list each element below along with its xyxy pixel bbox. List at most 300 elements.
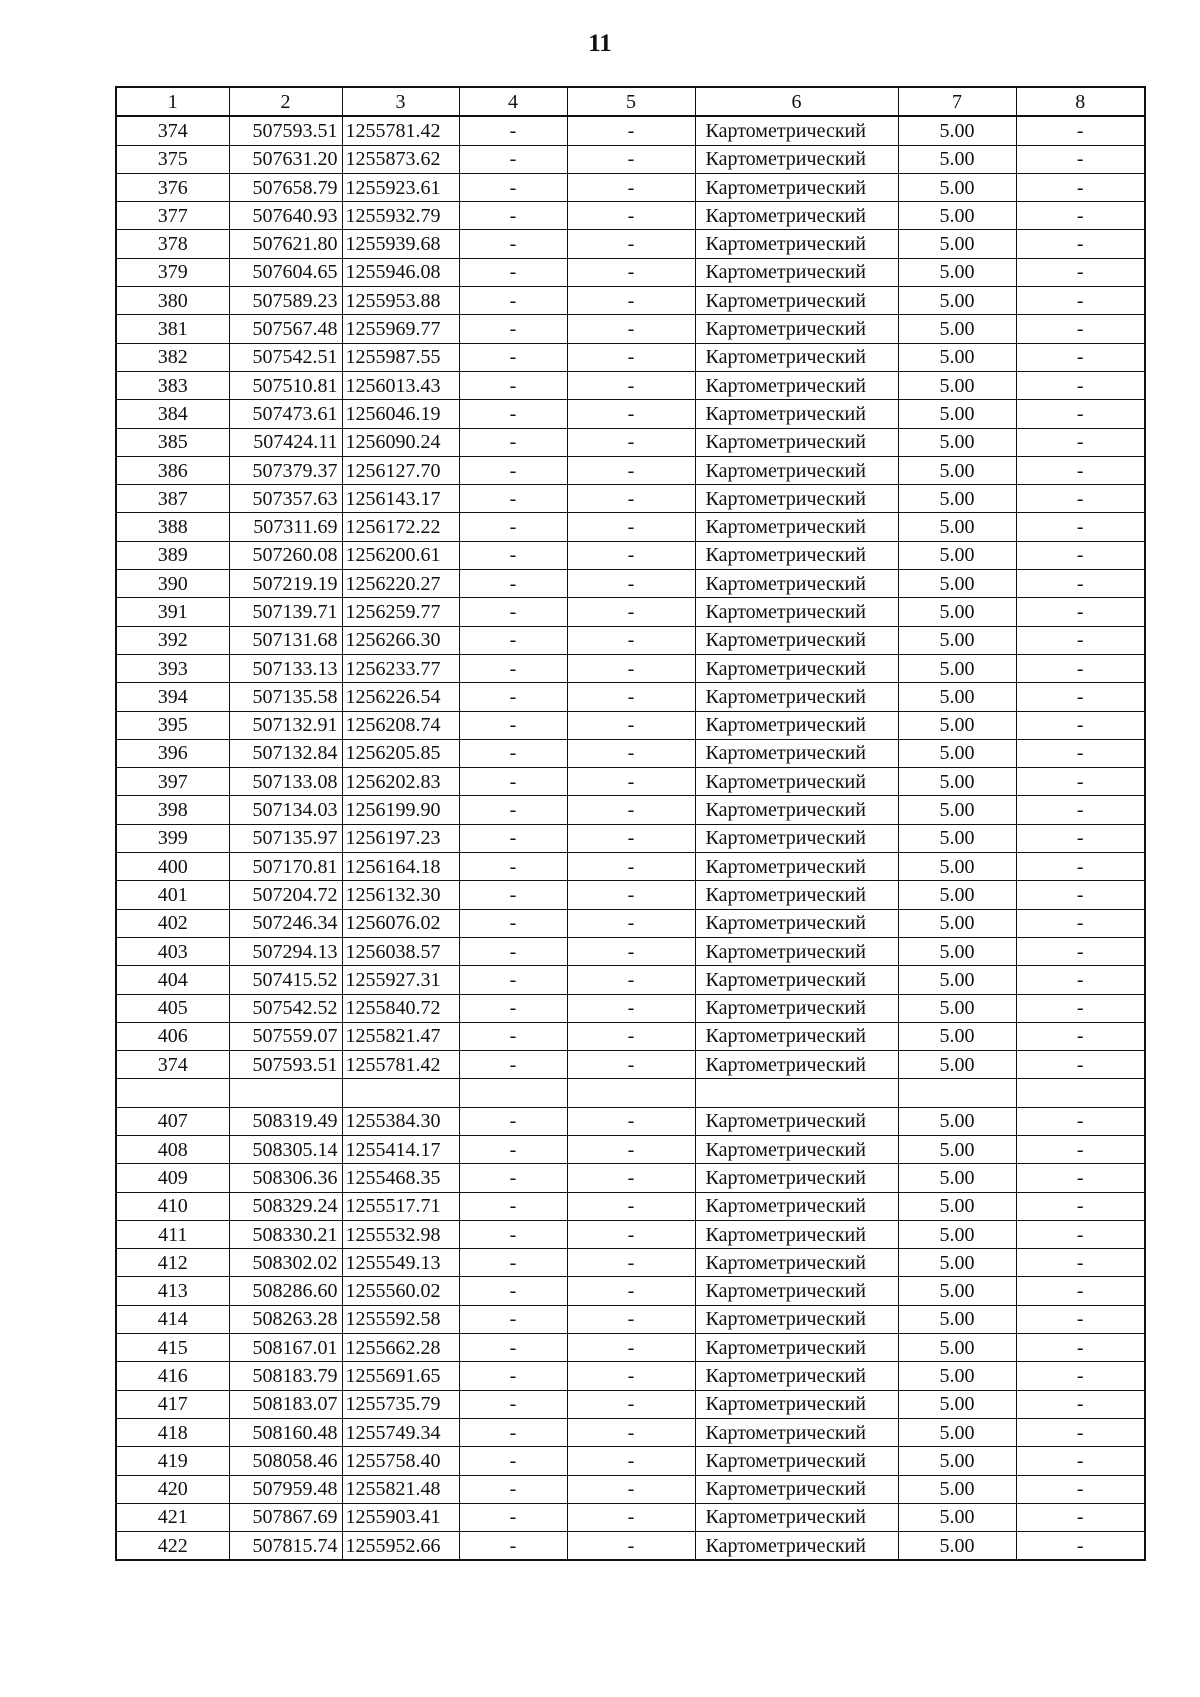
point-number-cell: 390 [116,570,229,598]
accuracy-cell [898,1079,1016,1107]
column-5-cell: - [567,541,695,569]
column-4-cell: - [459,428,567,456]
column-5-cell: - [567,937,695,965]
method-cell: Картометрический [695,1305,898,1333]
column-8-cell: - [1016,513,1145,541]
accuracy-cell: 5.00 [898,485,1016,513]
y-coordinate-cell: 1255903.41 [342,1503,459,1531]
accuracy-cell: 5.00 [898,654,1016,682]
x-coordinate-cell: 507542.51 [229,343,342,371]
table-row [116,1051,1145,1079]
table-row [116,202,1145,230]
y-coordinate-cell: 1255821.47 [342,1022,459,1050]
point-number-cell: 413 [116,1277,229,1305]
y-coordinate-cell: 1255592.58 [342,1305,459,1333]
column-5-cell: - [567,796,695,824]
x-coordinate-cell: 507593.51 [229,1051,342,1079]
column-8-cell: - [1016,796,1145,824]
page-number: 11 [588,30,612,57]
method-cell: Картометрический [695,287,898,315]
point-number-cell: 411 [116,1220,229,1248]
column-header: 1 [116,87,229,116]
y-coordinate-cell: 1255932.79 [342,202,459,230]
x-coordinate-cell [229,1079,342,1107]
method-cell: Картометрический [695,1362,898,1390]
coordinates-table [115,86,1146,1561]
point-number-cell: 401 [116,881,229,909]
y-coordinate-cell: 1256127.70 [342,456,459,484]
table-row [116,739,1145,767]
accuracy-cell: 5.00 [898,853,1016,881]
accuracy-cell: 5.00 [898,541,1016,569]
point-number-cell: 422 [116,1532,229,1561]
column-5-cell: - [567,1220,695,1248]
table-row [116,1079,1145,1107]
table-row [116,343,1145,371]
accuracy-cell: 5.00 [898,1305,1016,1333]
x-coordinate-cell: 507294.13 [229,937,342,965]
method-cell: Картометрический [695,654,898,682]
method-cell: Картометрический [695,1135,898,1163]
accuracy-cell: 5.00 [898,343,1016,371]
column-4-cell: - [459,202,567,230]
column-4-cell: - [459,853,567,881]
method-cell: Картометрический [695,796,898,824]
point-number-cell: 400 [116,853,229,881]
accuracy-cell: 5.00 [898,909,1016,937]
y-coordinate-cell: 1255939.68 [342,230,459,258]
accuracy-cell: 5.00 [898,570,1016,598]
method-cell: Картометрический [695,456,898,484]
accuracy-cell: 5.00 [898,1532,1016,1561]
x-coordinate-cell: 507132.84 [229,739,342,767]
table-row [116,1532,1145,1561]
table-row [116,230,1145,258]
column-5-cell: - [567,768,695,796]
point-number-cell: 412 [116,1249,229,1277]
method-cell: Картометрический [695,371,898,399]
point-number-cell: 409 [116,1164,229,1192]
column-4-cell: - [459,1051,567,1079]
y-coordinate-cell: 1255953.88 [342,287,459,315]
method-cell: Картометрический [695,683,898,711]
x-coordinate-cell: 508319.49 [229,1107,342,1135]
x-coordinate-cell: 507567.48 [229,315,342,343]
table-row [116,853,1145,881]
y-coordinate-cell: 1255781.42 [342,116,459,145]
table-row [116,796,1145,824]
column-4-cell: - [459,881,567,909]
y-coordinate-cell: 1255691.65 [342,1362,459,1390]
point-number-cell: 386 [116,456,229,484]
accuracy-cell: 5.00 [898,1475,1016,1503]
column-5-cell: - [567,315,695,343]
column-8-cell: - [1016,541,1145,569]
column-5-cell: - [567,1475,695,1503]
column-8-cell: - [1016,881,1145,909]
column-4-cell: - [459,1277,567,1305]
y-coordinate-cell: 1256266.30 [342,626,459,654]
accuracy-cell: 5.00 [898,1051,1016,1079]
column-4-cell: - [459,1418,567,1446]
column-8-cell: - [1016,1334,1145,1362]
point-number-cell: 405 [116,994,229,1022]
column-8-cell: - [1016,1220,1145,1248]
y-coordinate-cell: 1255414.17 [342,1135,459,1163]
point-number-cell: 394 [116,683,229,711]
column-header: 6 [695,87,898,116]
column-4-cell: - [459,1447,567,1475]
column-4-cell: - [459,287,567,315]
method-cell: Картометрический [695,315,898,343]
column-8-cell: - [1016,428,1145,456]
method-cell: Картометрический [695,1447,898,1475]
y-coordinate-cell: 1255873.62 [342,145,459,173]
column-5-cell: - [567,654,695,682]
point-number-cell: 384 [116,400,229,428]
x-coordinate-cell: 507658.79 [229,173,342,201]
table-row [116,116,1145,145]
point-number-cell: 383 [116,371,229,399]
table-row [116,598,1145,626]
y-coordinate-cell: 1255781.42 [342,1051,459,1079]
column-8-cell: - [1016,937,1145,965]
y-coordinate-cell: 1256038.57 [342,937,459,965]
method-cell: Картометрический [695,1220,898,1248]
y-coordinate-cell: 1256259.77 [342,598,459,626]
column-8-cell: - [1016,315,1145,343]
column-8-cell: - [1016,485,1145,513]
method-cell: Картометрический [695,1277,898,1305]
column-4-cell: - [459,258,567,286]
accuracy-cell: 5.00 [898,1135,1016,1163]
x-coordinate-cell: 507219.19 [229,570,342,598]
column-8-cell: - [1016,739,1145,767]
point-number-cell: 406 [116,1022,229,1050]
column-header: 8 [1016,87,1145,116]
column-8-cell: - [1016,909,1145,937]
point-number-cell: 407 [116,1107,229,1135]
column-5-cell: - [567,1107,695,1135]
column-8-cell: - [1016,1164,1145,1192]
x-coordinate-cell: 507640.93 [229,202,342,230]
accuracy-cell: 5.00 [898,230,1016,258]
column-5-cell: - [567,1447,695,1475]
y-coordinate-cell: 1255560.02 [342,1277,459,1305]
column-4-cell: - [459,994,567,1022]
accuracy-cell: 5.00 [898,428,1016,456]
column-4-cell: - [459,1532,567,1561]
column-8-cell: - [1016,1362,1145,1390]
y-coordinate-cell: 1255821.48 [342,1475,459,1503]
method-cell: Картометрический [695,1192,898,1220]
column-4-cell: - [459,570,567,598]
accuracy-cell: 5.00 [898,768,1016,796]
y-coordinate-cell: 1256164.18 [342,853,459,881]
column-5-cell: - [567,1362,695,1390]
accuracy-cell: 5.00 [898,1503,1016,1531]
column-5-cell: - [567,116,695,145]
point-number-cell: 398 [116,796,229,824]
x-coordinate-cell: 507135.58 [229,683,342,711]
column-8-cell: - [1016,1475,1145,1503]
column-5-cell: - [567,1532,695,1561]
x-coordinate-cell: 507559.07 [229,1022,342,1050]
y-coordinate-cell: 1255952.66 [342,1532,459,1561]
table-row [116,1164,1145,1192]
column-8-cell: - [1016,371,1145,399]
x-coordinate-cell: 507260.08 [229,541,342,569]
point-number-cell: 377 [116,202,229,230]
column-5-cell: - [567,1192,695,1220]
point-number-cell: 387 [116,485,229,513]
column-8-cell: - [1016,230,1145,258]
column-4-cell: - [459,1475,567,1503]
table-row [116,541,1145,569]
table-row [116,683,1145,711]
table-row [116,371,1145,399]
y-coordinate-cell: 1255662.28 [342,1334,459,1362]
column-4-cell: - [459,1503,567,1531]
column-5-cell: - [567,1164,695,1192]
x-coordinate-cell: 507473.61 [229,400,342,428]
method-cell: Картометрический [695,1503,898,1531]
y-coordinate-cell: 1256233.77 [342,654,459,682]
method-cell: Картометрический [695,1249,898,1277]
column-4-cell: - [459,739,567,767]
method-cell: Картометрический [695,1418,898,1446]
x-coordinate-cell: 507621.80 [229,230,342,258]
table-row [116,768,1145,796]
x-coordinate-cell: 507133.13 [229,654,342,682]
method-cell: Картометрический [695,1022,898,1050]
accuracy-cell: 5.00 [898,173,1016,201]
point-number-cell: 408 [116,1135,229,1163]
accuracy-cell: 5.00 [898,937,1016,965]
accuracy-cell: 5.00 [898,1192,1016,1220]
column-8-cell: - [1016,1418,1145,1446]
x-coordinate-cell: 507424.11 [229,428,342,456]
table-row [116,654,1145,682]
method-cell: Картометрический [695,881,898,909]
column-8-cell: - [1016,1192,1145,1220]
accuracy-cell: 5.00 [898,456,1016,484]
method-cell: Картометрический [695,853,898,881]
table-row [116,937,1145,965]
table-row [116,994,1145,1022]
column-5-cell: - [567,145,695,173]
table-row [116,966,1145,994]
point-number-cell: 376 [116,173,229,201]
point-number-cell: 415 [116,1334,229,1362]
column-4-cell: - [459,966,567,994]
method-cell: Картометрический [695,994,898,1022]
x-coordinate-cell: 507379.37 [229,456,342,484]
point-number-cell: 389 [116,541,229,569]
column-5-cell: - [567,400,695,428]
point-number-cell: 393 [116,654,229,682]
accuracy-cell: 5.00 [898,881,1016,909]
x-coordinate-cell: 507589.23 [229,287,342,315]
table-header-row [116,87,1145,116]
column-8-cell: - [1016,1107,1145,1135]
accuracy-cell: 5.00 [898,1107,1016,1135]
column-4-cell: - [459,1305,567,1333]
table-row [116,513,1145,541]
table-row [116,881,1145,909]
accuracy-cell: 5.00 [898,145,1016,173]
column-4-cell: - [459,541,567,569]
point-number-cell: 381 [116,315,229,343]
y-coordinate-cell: 1255517.71 [342,1192,459,1220]
column-4-cell [459,1079,567,1107]
point-number-cell: 375 [116,145,229,173]
column-8-cell: - [1016,1022,1145,1050]
y-coordinate-cell: 1256199.90 [342,796,459,824]
accuracy-cell: 5.00 [898,1277,1016,1305]
accuracy-cell: 5.00 [898,966,1016,994]
column-8-cell: - [1016,1447,1145,1475]
method-cell: Картометрический [695,1475,898,1503]
x-coordinate-cell: 507204.72 [229,881,342,909]
y-coordinate-cell: 1255946.08 [342,258,459,286]
method-cell: Картометрический [695,513,898,541]
column-5-cell: - [567,570,695,598]
point-number-cell: 404 [116,966,229,994]
x-coordinate-cell: 507135.97 [229,824,342,852]
x-coordinate-cell: 508183.07 [229,1390,342,1418]
column-5-cell: - [567,485,695,513]
column-5-cell: - [567,1051,695,1079]
method-cell: Картометрический [695,343,898,371]
point-number-cell: 421 [116,1503,229,1531]
column-8-cell: - [1016,145,1145,173]
column-header: 3 [342,87,459,116]
accuracy-cell: 5.00 [898,371,1016,399]
x-coordinate-cell: 507133.08 [229,768,342,796]
y-coordinate-cell: 1256205.85 [342,739,459,767]
column-4-cell: - [459,400,567,428]
accuracy-cell: 5.00 [898,739,1016,767]
point-number-cell: 416 [116,1362,229,1390]
point-number-cell: 410 [116,1192,229,1220]
x-coordinate-cell: 507415.52 [229,966,342,994]
method-cell: Картометрический [695,1051,898,1079]
column-8-cell: - [1016,1277,1145,1305]
column-8-cell: - [1016,1390,1145,1418]
x-coordinate-cell: 508286.60 [229,1277,342,1305]
point-number-cell: 374 [116,116,229,145]
method-cell: Картометрический [695,1334,898,1362]
column-4-cell: - [459,1135,567,1163]
column-4-cell: - [459,683,567,711]
x-coordinate-cell: 508183.79 [229,1362,342,1390]
point-number-cell: 385 [116,428,229,456]
table-row [116,145,1145,173]
point-number-cell [116,1079,229,1107]
method-cell: Картометрический [695,258,898,286]
x-coordinate-cell: 507357.63 [229,485,342,513]
column-4-cell: - [459,343,567,371]
accuracy-cell: 5.00 [898,1022,1016,1050]
table-row [116,287,1145,315]
x-coordinate-cell: 508263.28 [229,1305,342,1333]
x-coordinate-cell: 507134.03 [229,796,342,824]
accuracy-cell: 5.00 [898,1164,1016,1192]
column-4-cell: - [459,824,567,852]
column-4-cell: - [459,145,567,173]
column-5-cell: - [567,824,695,852]
column-4-cell: - [459,1220,567,1248]
column-5-cell: - [567,994,695,1022]
column-8-cell: - [1016,116,1145,145]
column-header: 7 [898,87,1016,116]
accuracy-cell: 5.00 [898,1418,1016,1446]
x-coordinate-cell: 507170.81 [229,853,342,881]
method-cell: Картометрический [695,626,898,654]
point-number-cell: 402 [116,909,229,937]
column-4-cell: - [459,768,567,796]
column-5-cell: - [567,456,695,484]
y-coordinate-cell: 1255549.13 [342,1249,459,1277]
column-5-cell: - [567,909,695,937]
column-5-cell: - [567,598,695,626]
column-8-cell: - [1016,994,1145,1022]
table-row [116,428,1145,456]
accuracy-cell: 5.00 [898,711,1016,739]
column-header: 5 [567,87,695,116]
accuracy-cell: 5.00 [898,315,1016,343]
method-cell: Картометрический [695,400,898,428]
table-row [116,1418,1145,1446]
method-cell: Картометрический [695,485,898,513]
column-4-cell: - [459,1334,567,1362]
column-header: 2 [229,87,342,116]
method-cell: Картометрический [695,711,898,739]
table-row [116,1220,1145,1248]
column-5-cell: - [567,711,695,739]
column-4-cell: - [459,116,567,145]
x-coordinate-cell: 508305.14 [229,1135,342,1163]
column-5-cell: - [567,1503,695,1531]
method-cell: Картометрический [695,768,898,796]
column-8-cell: - [1016,1503,1145,1531]
method-cell: Картометрический [695,116,898,145]
y-coordinate-cell: 1256013.43 [342,371,459,399]
point-number-cell: 395 [116,711,229,739]
accuracy-cell: 5.00 [898,1390,1016,1418]
x-coordinate-cell: 508329.24 [229,1192,342,1220]
y-coordinate-cell: 1256208.74 [342,711,459,739]
column-5-cell: - [567,739,695,767]
x-coordinate-cell: 507604.65 [229,258,342,286]
table-row [116,1503,1145,1531]
column-4-cell: - [459,1249,567,1277]
accuracy-cell: 5.00 [898,116,1016,145]
column-4-cell: - [459,1362,567,1390]
table-row [116,1249,1145,1277]
column-5-cell: - [567,626,695,654]
method-cell: Картометрический [695,570,898,598]
method-cell: Картометрический [695,202,898,230]
method-cell: Картометрический [695,428,898,456]
column-5-cell: - [567,1135,695,1163]
x-coordinate-cell: 508058.46 [229,1447,342,1475]
y-coordinate-cell: 1255735.79 [342,1390,459,1418]
y-coordinate-cell: 1256220.27 [342,570,459,598]
accuracy-cell: 5.00 [898,626,1016,654]
column-header: 4 [459,87,567,116]
